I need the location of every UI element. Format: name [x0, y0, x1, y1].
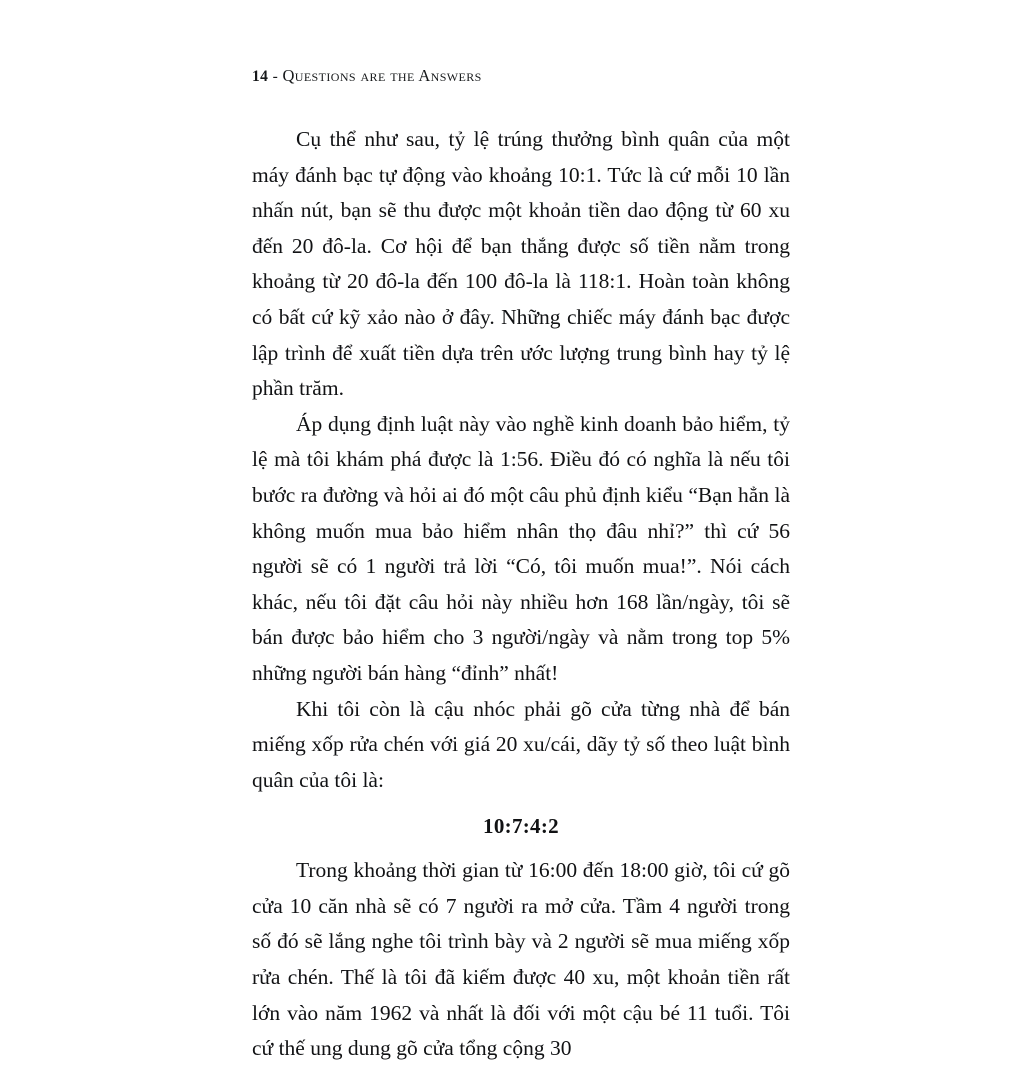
paragraph: Khi tôi còn là cậu nhóc phải gõ cửa từng nhà để bán miếng xốp rửa chén với giá 20 xu/cái, dãy tỷ số theo luật bình quân của tôi là:: [252, 696, 790, 792]
page-number: 14: [252, 68, 269, 85]
running-head-separator: -: [272, 68, 279, 85]
running-head: [252, 66, 482, 86]
ratio-heading: 10:7:4:2: [483, 814, 559, 839]
paragraph: Cụ thể như sau, tỷ lệ trúng thưởng bình quân của một máy đánh bạc tự động vào khoảng 10:1. Tức là cứ mỗi 10 lần nhấn nút, bạn sẽ thu được một khoản tiền dao động từ 60 xu đến 20 đô-la. Cơ hội để bạn thắng được số tiền nằm trong khoảng từ 20 đô-la đến 100 đô-la là 118:1. Hoàn toàn không có bất cứ kỹ xảo nào ở đây. Những chiếc máy đánh bạc được lập trình để xuất tiền dựa trên ước lượng trung bình hay tỷ lệ phần trăm.: [252, 127, 790, 401]
body-text: [252, 122, 790, 1067]
running-head-title: Questions are the Answers: [282, 66, 482, 85]
paragraph: Trong khoảng thời gian từ 16:00 đến 18:00 giờ, tôi cứ gõ cửa 10 căn nhà sẽ có 7 người ra mở cửa. Tầm 4 người trong số đó sẽ lắng nghe tôi trình bày và 2 người sẽ mua miếng xốp rửa chén. Thế là tôi đã kiếm được 40 xu, một khoản tiền rất lớn vào năm 1962 và nhất là đối với một cậu bé 11 tuổi. Tôi cứ thế ung dung gõ cửa tổng cộng 30: [252, 858, 790, 1061]
paragraph: Áp dụng định luật này vào nghề kinh doanh bảo hiểm, tỷ lệ mà tôi khám phá được là 1:56. Điều đó có nghĩa là nếu tôi bước ra đường và hỏi ai đó một câu phủ định kiểu “Bạn hẳn là không muốn mua bảo hiểm nhân thọ đâu nhỉ?” thì cứ 56 người sẽ có 1 người trả lời “Có, tôi muốn mua!”. Nói cách khác, nếu tôi đặt câu hỏi này nhiều hơn 168 lần/ngày, tôi sẽ bán được bảo hiểm cho 3 người/ngày và nằm trong top 5% những người bán hàng “đỉnh” nhất!: [252, 411, 790, 685]
